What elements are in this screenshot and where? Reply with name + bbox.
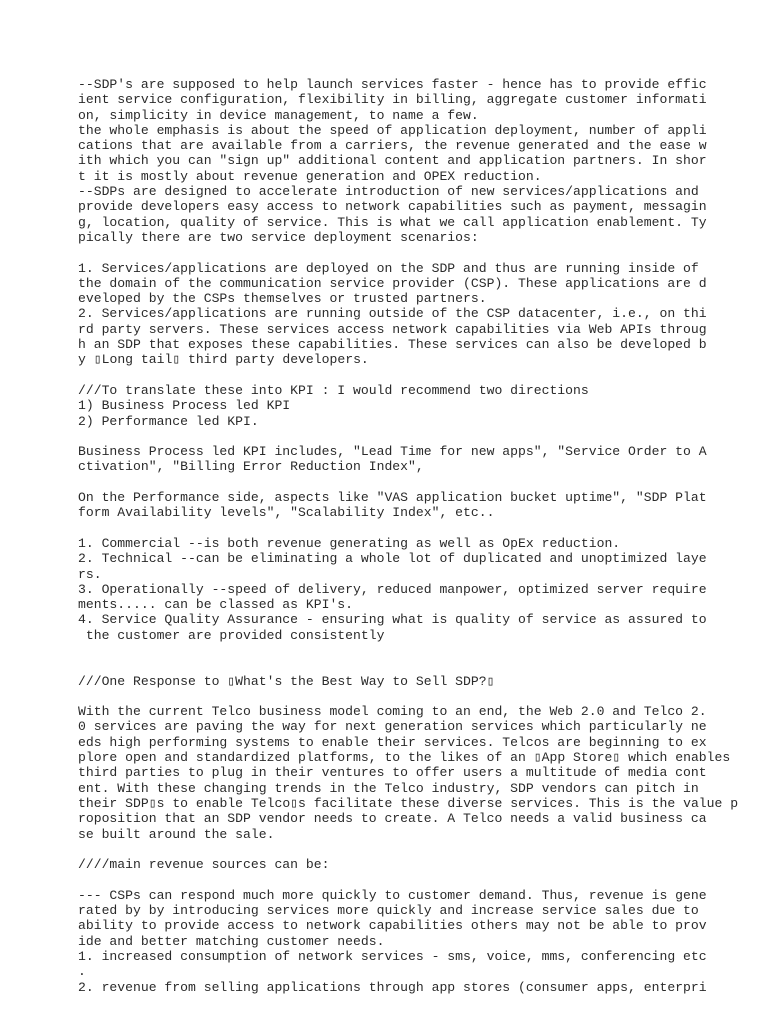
text-line: --SDPs are designed to accelerate introduction of new services/applications and [78,184,699,200]
text-line: on, simplicity in device management, to name a few. [78,107,479,123]
text-line: se built around the sale. [78,826,275,842]
text-line: roposition that an SDP vendor needs to create. A Telco needs a valid business ca [78,811,707,827]
text-line: ide and better matching customer needs. [78,933,385,949]
text-line: rs. [78,566,102,582]
text-line: eds high performing systems to enable their services. Telcos are beginning to ex [78,734,707,750]
text-line: 2) Performance led KPI. [78,413,259,429]
text-line: ////main revenue sources can be: [78,857,330,873]
text-line: --- CSPs can respond much more quickly to customer demand. Thus, revenue is gene [78,887,707,903]
text-line: 1) Business Process led KPI [78,398,291,414]
text-line: ient service configuration, flexibility in billing, aggregate customer informati [78,92,707,108]
text-line: ments..... can be classed as KPI's. [78,597,354,613]
text-line: 1. Commercial --is both revenue generating as well as OpEx reduction. [78,535,621,551]
text-line: With the current Telco business model coming to an end, the Web 2.0 and Telco 2. [78,704,707,720]
text-line: On the Performance side, aspects like "VAS application bucket uptime", "SDP Plat [78,490,707,506]
text-line: ///To translate these into KPI : I would recommend two directions [78,382,589,398]
text-line: y ▯Long tail▯ third party developers. [78,352,369,368]
text-line: form Availability levels", "Scalability Index", etc.. [78,505,495,521]
text-line: 3. Operationally --speed of delivery, reduced manpower, optimized server require [78,581,707,597]
text-line: ith which you can "sign up" additional content and application partners. In shor [78,153,707,169]
text-line: the whole emphasis is about the speed of application deployment, number of appli [78,122,707,138]
blank-line [78,872,738,887]
text-line: rated by by introducing services more quickly and increase service sales due to [78,903,699,919]
text-line: 2. Services/applications are running outside of the CSP datacenter, i.e., on thi [78,306,707,322]
blank-line [78,475,738,490]
blank-line [78,643,738,658]
text-line: ctivation", "Billing Error Reduction Index", [78,459,424,475]
text-line: 2. Technical --can be eliminating a whole lot of duplicated and unoptimized laye [78,551,707,567]
blank-line [78,429,738,444]
text-line: 1. Services/applications are deployed on the SDP and thus are running inside of [78,260,699,276]
text-line: . [78,964,86,980]
text-line: --SDP's are supposed to help launch services faster - hence has to provide effic [78,77,707,92]
blank-line [78,658,738,673]
text-line: rd party servers. These services access network capabilities via Web APIs throug [78,321,707,337]
text-line: provide developers easy access to network capabilities such as payment, messagin [78,199,707,215]
text-line: the domain of the communication service provider (CSP). These applications are d [78,275,707,291]
text-line: cations that are available from a carriers, the revenue generated and the ease w [78,138,707,154]
text-line: g, location, quality of service. This is what we call application enablement. Ty [78,214,707,230]
text-line: t it is mostly about revenue generation and OPEX reduction. [78,168,542,184]
text-line: eveloped by the CSPs themselves or trusted partners. [78,291,487,307]
text-line: ///One Response to ▯What's the Best Way to Sell SDP?▯ [78,673,495,689]
text-line: 2. revenue from selling applications through app stores (consumer apps, enterpri [78,979,707,995]
blank-line [78,689,738,704]
blank-line [78,521,738,536]
text-line: ability to provide access to network capabilities others may not be able to prov [78,918,707,934]
text-line: 0 services are paving the way for next generation services which particularly ne [78,719,707,735]
text-line: Business Process led KPI includes, "Lead Time for new apps", "Service Order to A [78,444,707,460]
blank-line [78,842,738,857]
text-line: 4. Service Quality Assurance - ensuring what is quality of service as assured to [78,612,707,628]
text-line: 1. increased consumption of network services - sms, voice, mms, conferencing etc [78,948,707,964]
blank-line [78,368,738,383]
text-line: pically there are two service deployment scenarios: [78,229,479,245]
text-line: ent. With these changing trends in the Telco industry, SDP vendors can pitch in [78,780,699,796]
document-page [78,77,738,995]
text-line: the customer are provided consistently [78,627,385,643]
text-line: plore open and standardized platforms, to the likes of an ▯App Store▯ which enables [78,750,731,766]
text-line: third parties to plug in their ventures to offer users a multitude of media cont [78,765,707,781]
blank-line [78,245,738,260]
text-line: h an SDP that exposes these capabilities. These services can also be developed b [78,337,707,353]
text-line: their SDP▯s to enable Telco▯s facilitate these diverse services. This is the value p [78,795,739,811]
